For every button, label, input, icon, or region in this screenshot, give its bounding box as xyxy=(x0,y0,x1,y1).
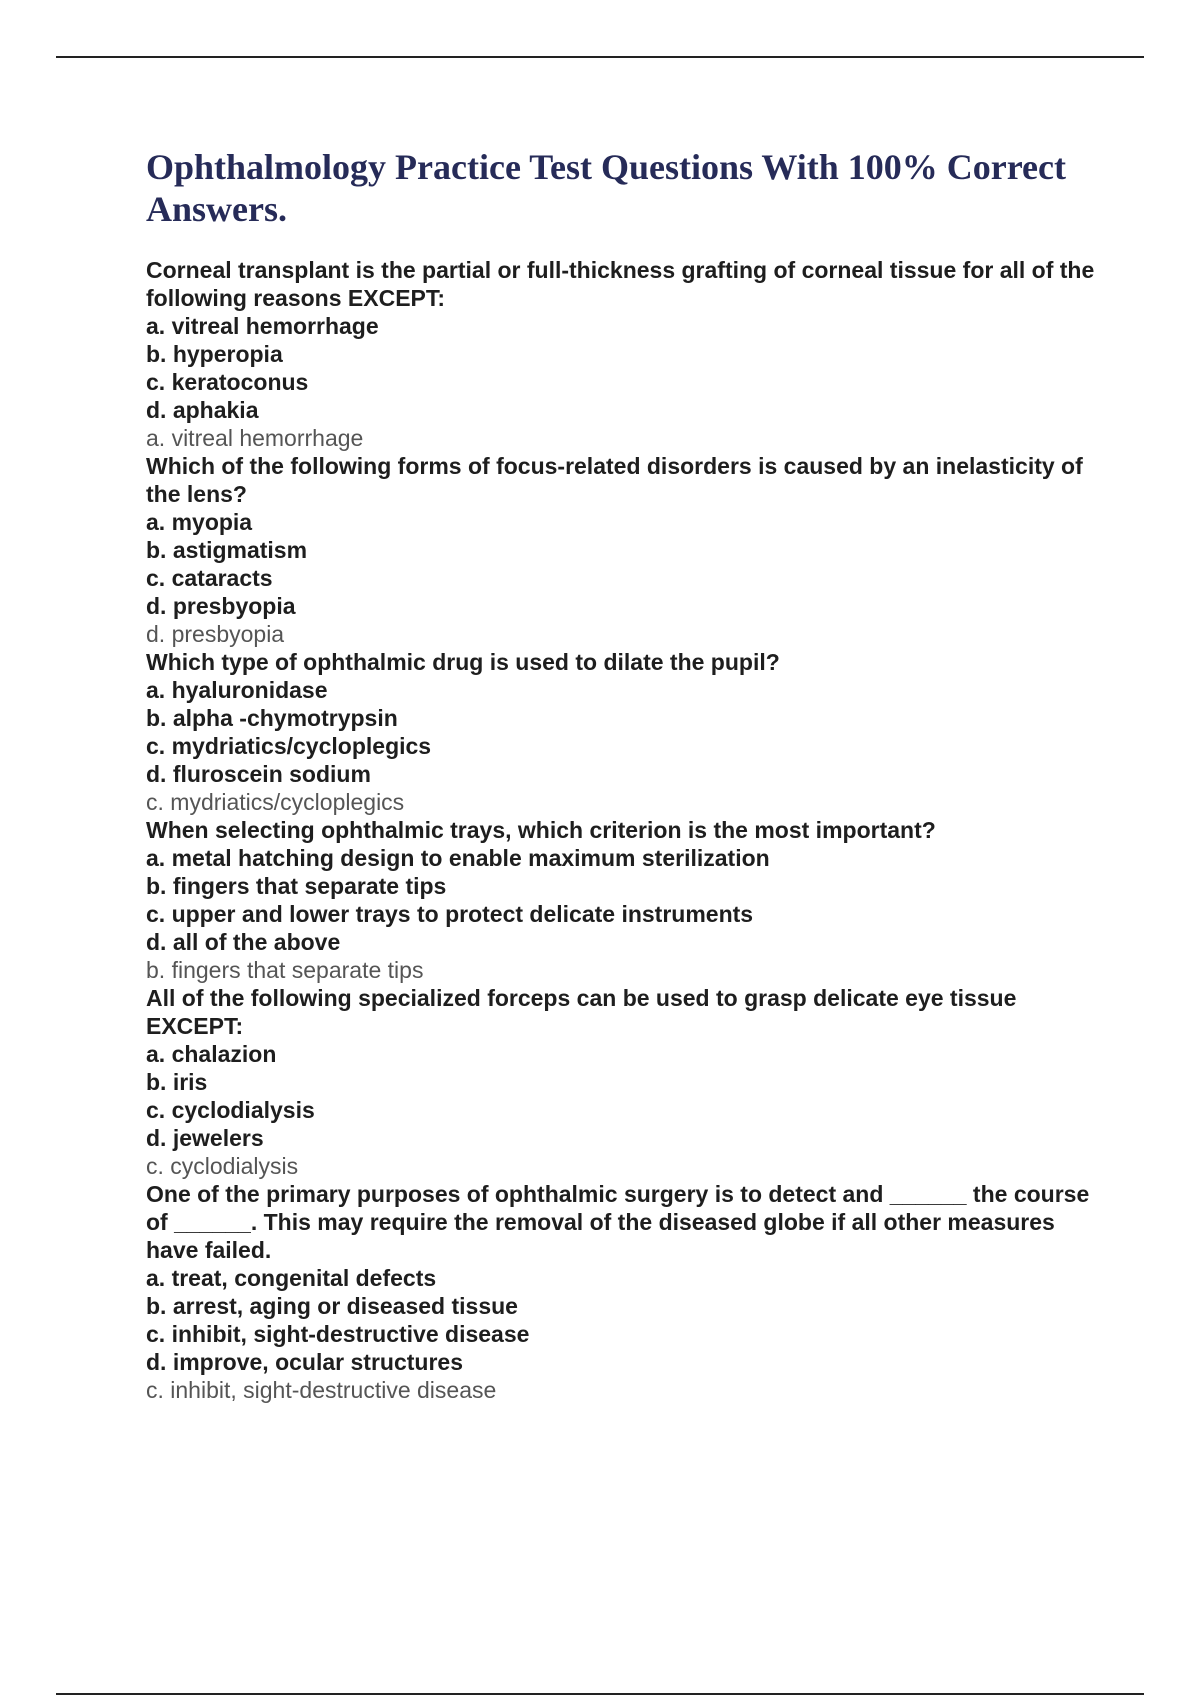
option-list xyxy=(146,508,1096,620)
option-d: d. fluroscein sodium xyxy=(146,761,371,787)
question-block xyxy=(146,984,1096,1180)
option-b: b. iris xyxy=(146,1069,208,1095)
option-d: d. jewelers xyxy=(146,1125,264,1151)
question-text: All of the following specialized forceps can be used to grasp delicate eye tissue EXCEPT: xyxy=(146,985,1017,1039)
question-block xyxy=(146,452,1096,648)
question-block xyxy=(146,648,1096,816)
option-b: b. fingers that separate tips xyxy=(146,873,447,899)
document-body xyxy=(146,146,1096,1404)
header-rule xyxy=(56,56,1144,58)
option-list xyxy=(146,1040,1096,1152)
document-title: Ophthalmology Practice Test Questions With 100% Correct Answers. xyxy=(146,147,1066,229)
option-c: c. cataracts xyxy=(146,565,273,591)
option-a: a. treat, congenital defects xyxy=(146,1265,437,1291)
option-d: d. improve, ocular structures xyxy=(146,1349,463,1375)
option-b: b. hyperopia xyxy=(146,341,283,367)
option-a: a. vitreal hemorrhage xyxy=(146,313,379,339)
option-c: c. mydriatics/cycloplegics xyxy=(146,733,432,759)
option-list xyxy=(146,676,1096,788)
option-c: c. keratoconus xyxy=(146,369,309,395)
question-text: When selecting ophthalmic trays, which criterion is the most important? xyxy=(146,817,936,843)
option-d: d. presbyopia xyxy=(146,593,296,619)
answer-text: c. inhibit, sight-destructive disease xyxy=(146,1377,497,1403)
option-list xyxy=(146,312,1096,424)
question-text: Which type of ophthalmic drug is used to dilate the pupil? xyxy=(146,649,780,675)
question-block xyxy=(146,816,1096,984)
option-list xyxy=(146,844,1096,956)
option-b: b. arrest, aging or diseased tissue xyxy=(146,1293,518,1319)
option-d: d. aphakia xyxy=(146,397,259,423)
option-a: a. chalazion xyxy=(146,1041,277,1067)
question-text: Which of the following forms of focus-related disorders is caused by an inelasticity of the lens? xyxy=(146,453,1083,507)
option-a: a. metal hatching design to enable maximum sterilization xyxy=(146,845,770,871)
question-text: Corneal transplant is the partial or full-thickness grafting of corneal tissue for all of the following reasons EXCEPT: xyxy=(146,257,1095,311)
option-b: b. astigmatism xyxy=(146,537,308,563)
option-c: c. inhibit, sight-destructive disease xyxy=(146,1321,530,1347)
question-block xyxy=(146,1180,1096,1404)
answer-text: d. presbyopia xyxy=(146,621,285,647)
option-c: c. upper and lower trays to protect delicate instruments xyxy=(146,901,754,927)
footer-rule xyxy=(56,1693,1144,1695)
option-b: b. alpha -chymotrypsin xyxy=(146,705,398,731)
question-text: One of the primary purposes of ophthalmic surgery is to detect and ______ the course of ______. This may require the removal of the diseased globe if all other measures have failed. xyxy=(146,1181,1090,1263)
option-d: d. all of the above xyxy=(146,929,341,955)
answer-text: c. mydriatics/cycloplegics xyxy=(146,789,405,815)
answer-text: c. cyclodialysis xyxy=(146,1153,299,1179)
answer-text: b. fingers that separate tips xyxy=(146,957,424,983)
option-a: a. hyaluronidase xyxy=(146,677,328,703)
answer-text: a. vitreal hemorrhage xyxy=(146,425,364,451)
question-block xyxy=(146,256,1096,452)
option-a: a. myopia xyxy=(146,509,253,535)
option-c: c. cyclodialysis xyxy=(146,1097,315,1123)
option-list xyxy=(146,1264,1096,1376)
